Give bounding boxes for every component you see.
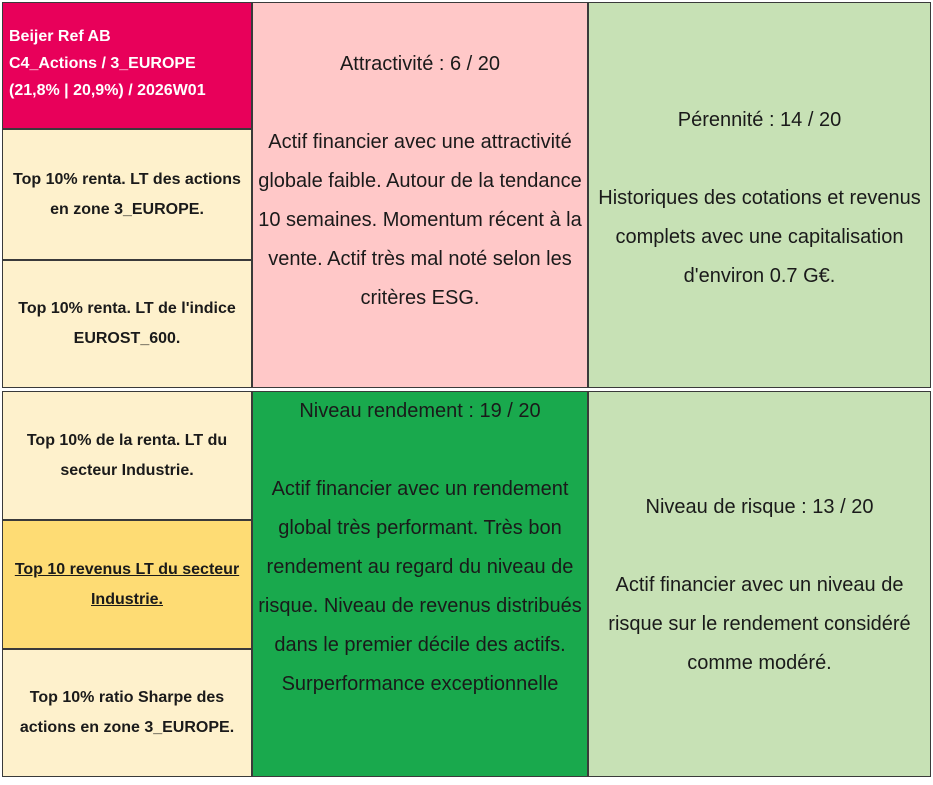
highlight-zone-renta (2, 129, 252, 260)
panel-rendement (252, 391, 588, 777)
highlight-text: Top 10% renta. LT de l'indice EUROST_600. (18, 300, 236, 347)
panel-attractivite (252, 2, 588, 388)
asset-stats: (21,8% | 20,9%) / 2026W01 (9, 82, 206, 99)
panel-body: Actif financier avec un niveau de risque sur le rendement considéré comme modéré. (608, 574, 911, 674)
highlight-link[interactable]: Top 10 revenus LT du secteur Industrie. (14, 560, 240, 608)
panel-title: Niveau rendement : 19 / 20 (299, 400, 541, 422)
panel-body: Historiques des cotations et revenus complets avec une capitalisation d'environ 0.7 G€. (598, 187, 921, 287)
panel-title: Pérennité : 14 / 20 (677, 109, 842, 131)
highlight-sector-renta (2, 391, 252, 520)
highlight-text: Top 10% ratio Sharpe des actions en zone 3_EUROPE. (19, 689, 235, 736)
panel-body: Actif financier avec un rendement global très performant. Très bon rendement au regard du niveau de risque. Niveau de revenus distribués dans le premier décile des actifs. Surperformance exceptionnelle (258, 478, 582, 695)
highlight-index-renta (2, 260, 252, 388)
panel-title: Attractivité : 6 / 20 (339, 53, 501, 75)
panel-body: Actif financier avec une attractivité globale faible. Autour de la tendance 10 semaines. Momentum récent à la vente. Actif très mal noté selon les critères ESG. (258, 131, 582, 309)
highlight-text: Top 10% de la renta. LT du secteur Industrie. (26, 431, 228, 479)
asset-header (2, 2, 252, 129)
highlight-sharpe (2, 649, 252, 777)
panel-perennite (588, 2, 931, 388)
highlight-text: Top 10% renta. LT des actions en zone 3_EUROPE. (13, 170, 241, 218)
panel-title: Niveau de risque : 13 / 20 (645, 496, 874, 518)
panel-risque (588, 391, 931, 777)
asset-category: C4_Actions / 3_EUROPE (9, 55, 196, 72)
highlight-sector-revenus[interactable] (2, 520, 252, 649)
asset-name: Beijer Ref AB (9, 28, 111, 45)
